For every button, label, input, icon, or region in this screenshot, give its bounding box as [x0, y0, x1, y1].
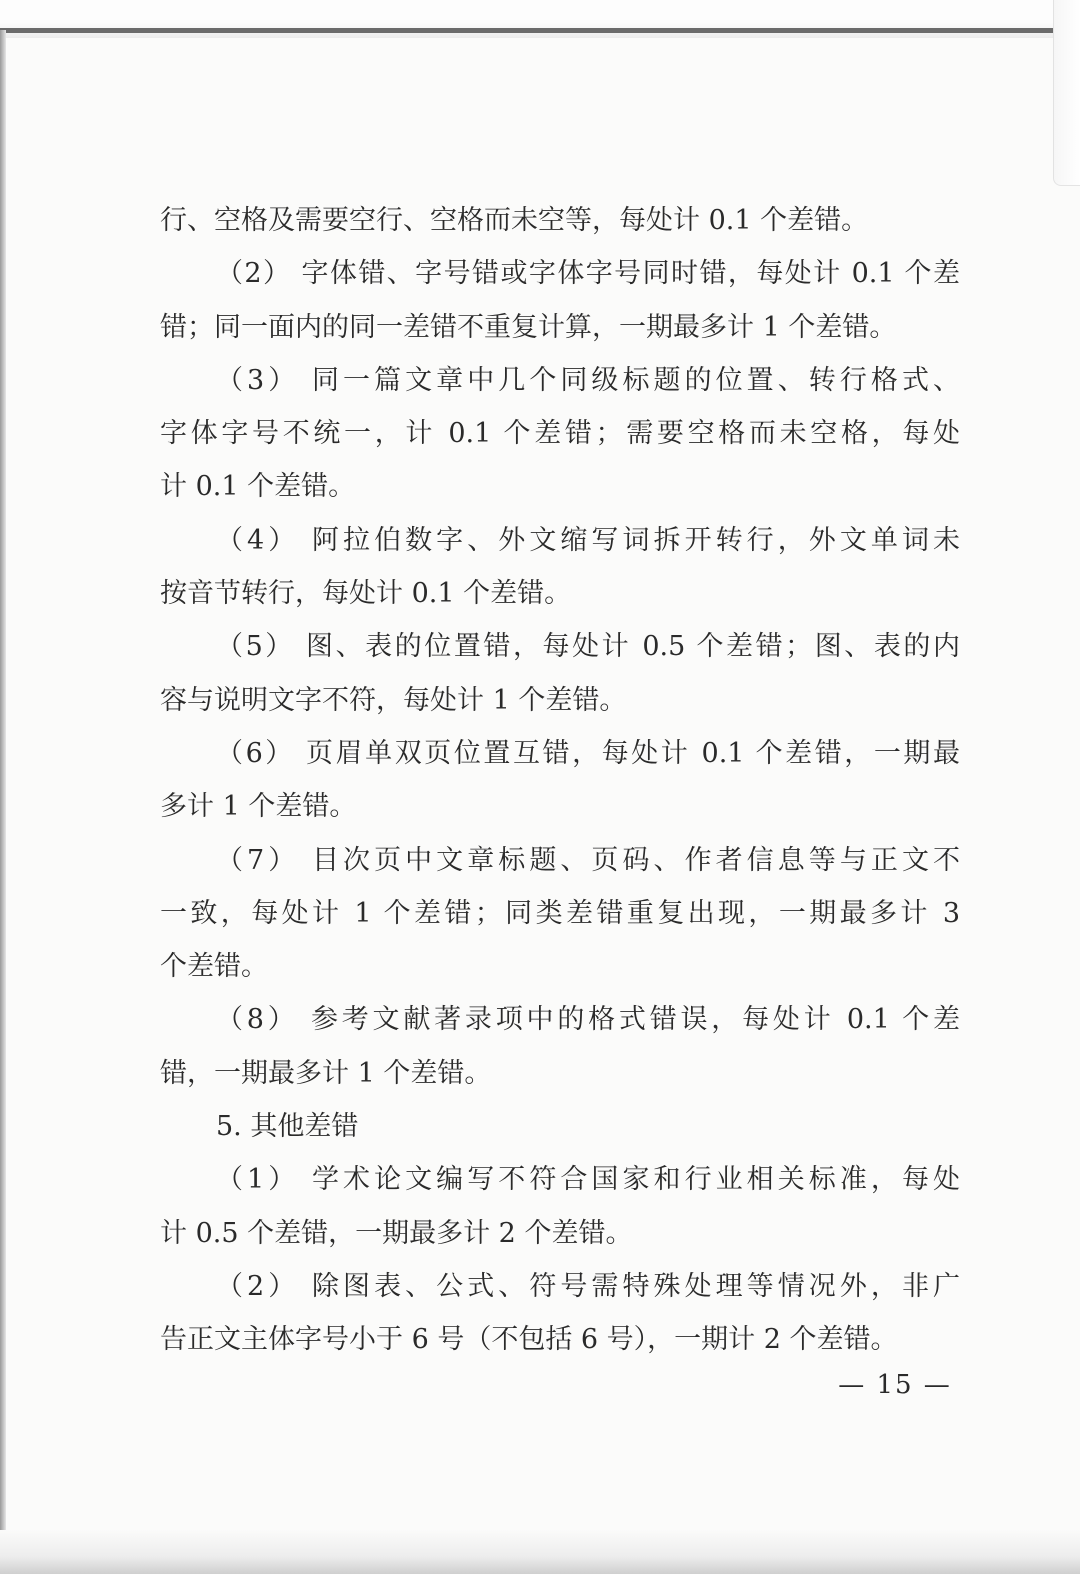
text-line: 错；同一面内的同一差错不重复计算，一期最多计 1 个差错。 [160, 311, 897, 343]
section-heading: 5. 其他差错 [216, 1111, 359, 1143]
text-line: 错，一期最多计 1 个差错。 [160, 1057, 492, 1089]
text-line: 行、空格及需要空行、空格而未空等，每处计 0.1 个差错。 [160, 205, 869, 236]
text-line: （1） 学术论文编写不符合国家和行业相关标准，每处 [216, 1164, 960, 1196]
text-line: （5） 图、表的位置错，每处计 0.5 个差错；图、表的内 [216, 631, 960, 663]
page-number: — 15 — [838, 1370, 952, 1400]
text-line: （7） 目次页中文章标题、页码、作者信息等与正文不 [216, 844, 960, 876]
text-line: 计 0.5 个差错，一期最多计 2 个差错。 [160, 1217, 633, 1249]
text-line: 计 0.1 个差错。 [160, 471, 356, 503]
scan-bottom-edge [0, 1530, 1080, 1574]
text-line: （8） 参考文献著录项中的格式错误，每处计 0.1 个差 [216, 1004, 960, 1036]
body-text [160, 194, 960, 1367]
scan-right-curl [1053, 0, 1080, 186]
text-line: 容与说明文字不符，每处计 1 个差错。 [160, 684, 627, 716]
text-line: （3） 同一篇文章中几个同级标题的位置、转行格式、 [216, 364, 960, 396]
text-line: 多计 1 个差错。 [160, 791, 357, 823]
scan-left-edge [0, 30, 6, 1574]
text-line: （6） 页眉单双页位置互错，每处计 0.1 个差错，一期最 [216, 737, 960, 769]
text-line: （2） 字体错、字号错或字体字号同时错，每处计 0.1 个差 [216, 258, 960, 290]
text-line: 一致，每处计 1 个差错；同类差错重复出现，一期最多计 3 [160, 897, 960, 929]
scan-top-shadow-line [0, 28, 1080, 33]
text-line: 告正文主体字号小于 6 号（不包括 6 号），一期计 2 个差错。 [160, 1324, 898, 1356]
text-line: （2） 除图表、公式、符号需特殊处理等情况外，非广 [216, 1270, 960, 1302]
text-line: 字体字号不统一，计 0.1 个差错；需要空格而未空格，每处 [160, 418, 960, 450]
text-line: 按音节转行，每处计 0.1 个差错。 [160, 578, 572, 610]
text-line: 个差错。 [160, 951, 268, 983]
text-line: （4） 阿拉伯数字、外文缩写词拆开转行，外文单词未 [216, 524, 960, 556]
